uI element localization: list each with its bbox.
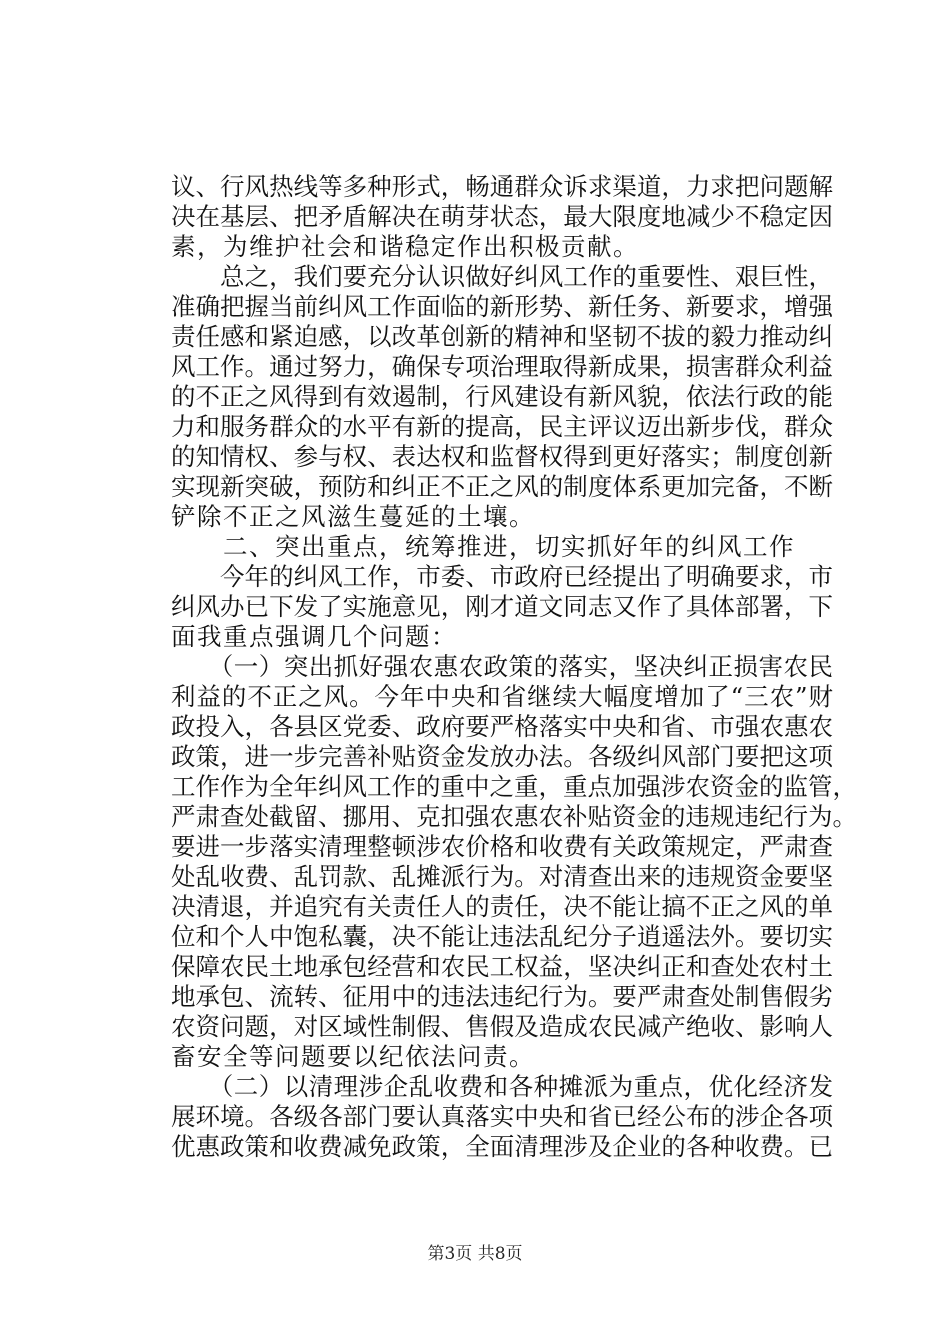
- text-line: 面我重点强调几个问题：: [171, 622, 457, 651]
- text-line: 严肃查处截留、挪用、克扣强农惠农补贴资金的违规违纪行为。: [171, 802, 857, 831]
- text-line: 保障农民土地承包经营和农民工权益，坚决纠正和查处农村土: [171, 952, 833, 981]
- text-line: 力和服务群众的水平有新的提高，民主评议迈出新步伐，群众: [171, 412, 833, 441]
- text-line: 展环境。各级各部门要认真落实中央和省已经公布的涉企各项: [171, 1102, 833, 1131]
- text-line: 的知情权、参与权、表达权和监督权得到更好落实；制度创新: [171, 442, 833, 471]
- text-line: 纠风办已下发了实施意见，刚才道文同志又作了具体部署，下: [171, 592, 833, 621]
- text-line: 今年的纠风工作，市委、市政府已经提出了明确要求，市: [171, 562, 833, 591]
- text-line: 处乱收费、乱罚款、乱摊派行为。对清查出来的违规资金要坚: [171, 862, 833, 891]
- text-line: （二）以清理涉企乱收费和各种摊派为重点，优化经济发: [171, 1072, 833, 1101]
- text-line: 决清退，并追究有关责任人的责任，决不能让搞不正之风的单: [171, 892, 833, 921]
- body-text: [171, 172, 857, 1162]
- text-line: 要进一步落实清理整顿涉农价格和收费有关政策规定，严肃查: [171, 832, 833, 861]
- text-line: 准确把握当前纠风工作面临的新形势、新任务、新要求，增强: [171, 292, 833, 321]
- text-line: 二、突出重点，统筹推进，切实抓好年的纠风工作: [171, 532, 795, 561]
- text-line: 风工作。通过努力，确保专项治理取得新成果，损害群众利益: [171, 352, 833, 381]
- text-line: 地承包、流转、征用中的违法违纪行为。要严肃查处制售假劣: [171, 982, 833, 1011]
- page-footer: 第3页 共8页: [427, 1244, 523, 1264]
- text-line: 农资问题，对区域性制假、售假及造成农民减产绝收、影响人: [171, 1012, 833, 1041]
- text-line: 责任感和紧迫感，以改革创新的精神和坚韧不拔的毅力推动纠: [171, 322, 833, 351]
- text-line: 政投入，各县区党委、政府要严格落实中央和省、市强农惠农: [171, 712, 833, 741]
- text-line: 决在基层、把矛盾解决在萌芽状态，最大限度地减少不稳定因: [171, 202, 833, 231]
- text-line: 素，为维护社会和谐稳定作出积极贡献。: [171, 232, 639, 261]
- text-line: 畜安全等问题要以纪依法问责。: [171, 1042, 535, 1071]
- text-line: 总之，我们要充分认识做好纠风工作的重要性、艰巨性，: [171, 262, 833, 291]
- text-line: （一）突出抓好强农惠农政策的落实，坚决纠正损害农民: [171, 652, 833, 681]
- text-line: 工作作为全年纠风工作的重中之重，重点加强涉农资金的监管，: [171, 772, 857, 801]
- text-line: 铲除不正之风滋生蔓延的土壤。: [171, 502, 535, 531]
- text-line: 实现新突破，预防和纠正不正之风的制度体系更加完备，不断: [171, 472, 833, 501]
- text-line: 利益的不正之风。今年中央和省继续大幅度增加了“三农”财: [171, 682, 833, 711]
- text-line: 政策，进一步完善补贴资金发放办法。各级纠风部门要把这项: [171, 742, 833, 771]
- text-line: 的不正之风得到有效遏制，行风建设有新风貌，依法行政的能: [171, 382, 833, 411]
- text-line: 议、行风热线等多种形式，畅通群众诉求渠道，力求把问题解: [171, 172, 833, 201]
- text-line: 位和个人中饱私囊，决不能让违法乱纪分子逍遥法外。要切实: [171, 922, 833, 951]
- text-line: 优惠政策和收费减免政策，全面清理涉及企业的各种收费。已: [171, 1132, 833, 1161]
